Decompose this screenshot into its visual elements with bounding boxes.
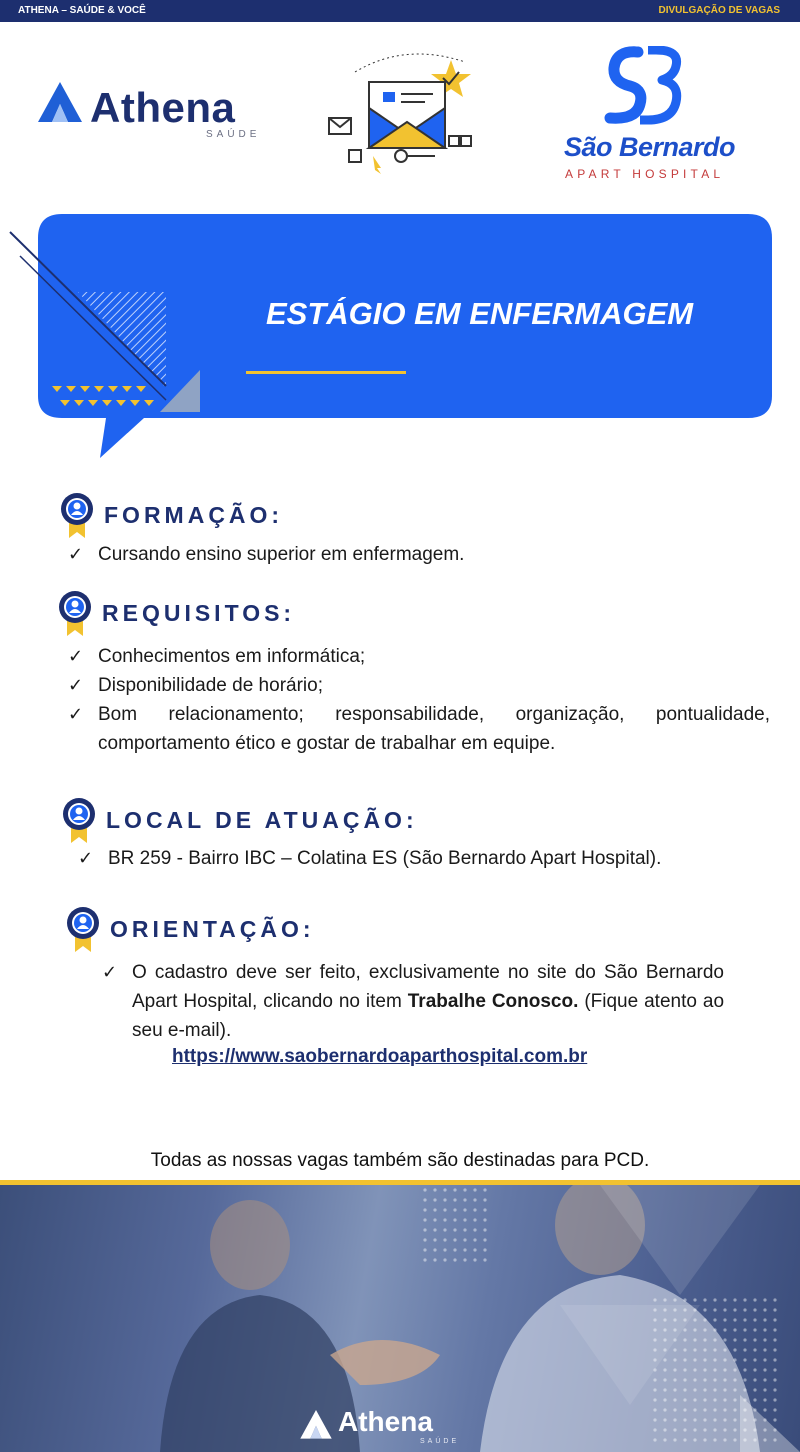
orientacao-text-before: O cadastro deve ser feito, exclusivamente no site do São Bernardo Apart Hospital, clicando no item: [132, 962, 724, 1012]
check-icon: ✓: [68, 704, 84, 724]
sao-bernardo-logo: [560, 46, 740, 186]
award-badge-icon: [62, 797, 96, 843]
check-icon: ✓: [68, 544, 84, 564]
pcd-note: Todas as nossas vagas também são destinadas para PCD.: [150, 1150, 650, 1171]
check-icon: ✓: [102, 962, 118, 982]
list-item: [68, 700, 770, 758]
orientacao-text: [132, 962, 724, 1041]
list-item: [68, 642, 770, 671]
sao-bernardo-logo-sub: APART HOSPITAL: [565, 167, 725, 181]
hospital-website-link[interactable]: https://www.saobernardoaparthospital.com.br: [172, 1046, 588, 1067]
orientacao-text-after: (Fique atento ao seu e-mail).: [132, 991, 725, 1041]
job-title: ESTÁGIO EM ENFERMAGEM: [266, 296, 694, 331]
check-icon: ✓: [78, 848, 94, 868]
formacao-list: [68, 540, 768, 569]
athena-logo-word: Athena: [90, 84, 236, 131]
title-underline: [246, 371, 406, 374]
top-bar: [0, 0, 800, 22]
section-local-header: [62, 797, 418, 843]
award-badge-icon: [66, 906, 100, 952]
award-badge-icon: [60, 492, 94, 538]
athena-logo-sub: SAÚDE: [206, 129, 261, 140]
footer-logo-word: Athena: [338, 1406, 433, 1437]
section-formacao-title: FORMAÇÃO:: [104, 501, 284, 528]
sao-bernardo-logo-word: São Bernardo: [564, 132, 736, 162]
list-item-text: Cursando ensino superior em enfermagem.: [98, 544, 465, 565]
banner-shape: [0, 200, 800, 470]
list-item: [68, 671, 770, 700]
job-title-banner: [0, 200, 800, 470]
athena-mark-icon: [300, 1410, 332, 1440]
section-orientacao-title: ORIENTAÇÃO:: [110, 915, 315, 942]
list-item: [68, 540, 768, 569]
sb-monogram-icon: [604, 46, 684, 128]
top-bar-right-label: DIVULGAÇÃO DE VAGAS: [658, 5, 780, 16]
check-icon: ✓: [68, 646, 84, 666]
mail-envelope-icon: [325, 52, 485, 174]
trabalhe-conosco-label: Trabalhe Conosco.: [407, 991, 579, 1012]
requisitos-list: [68, 642, 770, 758]
list-item-text: BR 259 - Bairro IBC – Colatina ES (São Bernardo Apart Hospital).: [108, 848, 662, 869]
footer-photo-banner: [0, 1180, 800, 1452]
footer-athena-logo: [300, 1406, 500, 1448]
list-item-text: Conhecimentos em informática;: [98, 646, 366, 667]
list-item-text: Bom relacionamento; responsabilidade, organização, pontualidade, comportamento ético e gostar de trabalhar em equipe.: [98, 704, 770, 754]
athena-logo: [38, 80, 268, 150]
award-badge-icon: [58, 590, 92, 636]
list-item: [102, 958, 724, 1045]
footer-logo-sub: SAÚDE: [420, 1438, 460, 1445]
section-orientacao-header: [66, 906, 315, 952]
check-icon: ✓: [68, 675, 84, 695]
top-bar-left-label: ATHENA – SAÚDE & VOCÊ: [18, 5, 146, 16]
section-local-title: LOCAL DE ATUAÇÃO:: [106, 806, 418, 833]
list-item: [78, 844, 778, 873]
orientacao-list: [102, 958, 724, 1045]
section-formacao-header: [60, 492, 283, 538]
athena-mark-icon: [38, 82, 82, 124]
section-requisitos-header: [58, 590, 295, 636]
section-requisitos-title: REQUISITOS:: [102, 599, 296, 626]
list-item-text: Disponibilidade de horário;: [98, 675, 323, 696]
local-list: [78, 844, 778, 873]
